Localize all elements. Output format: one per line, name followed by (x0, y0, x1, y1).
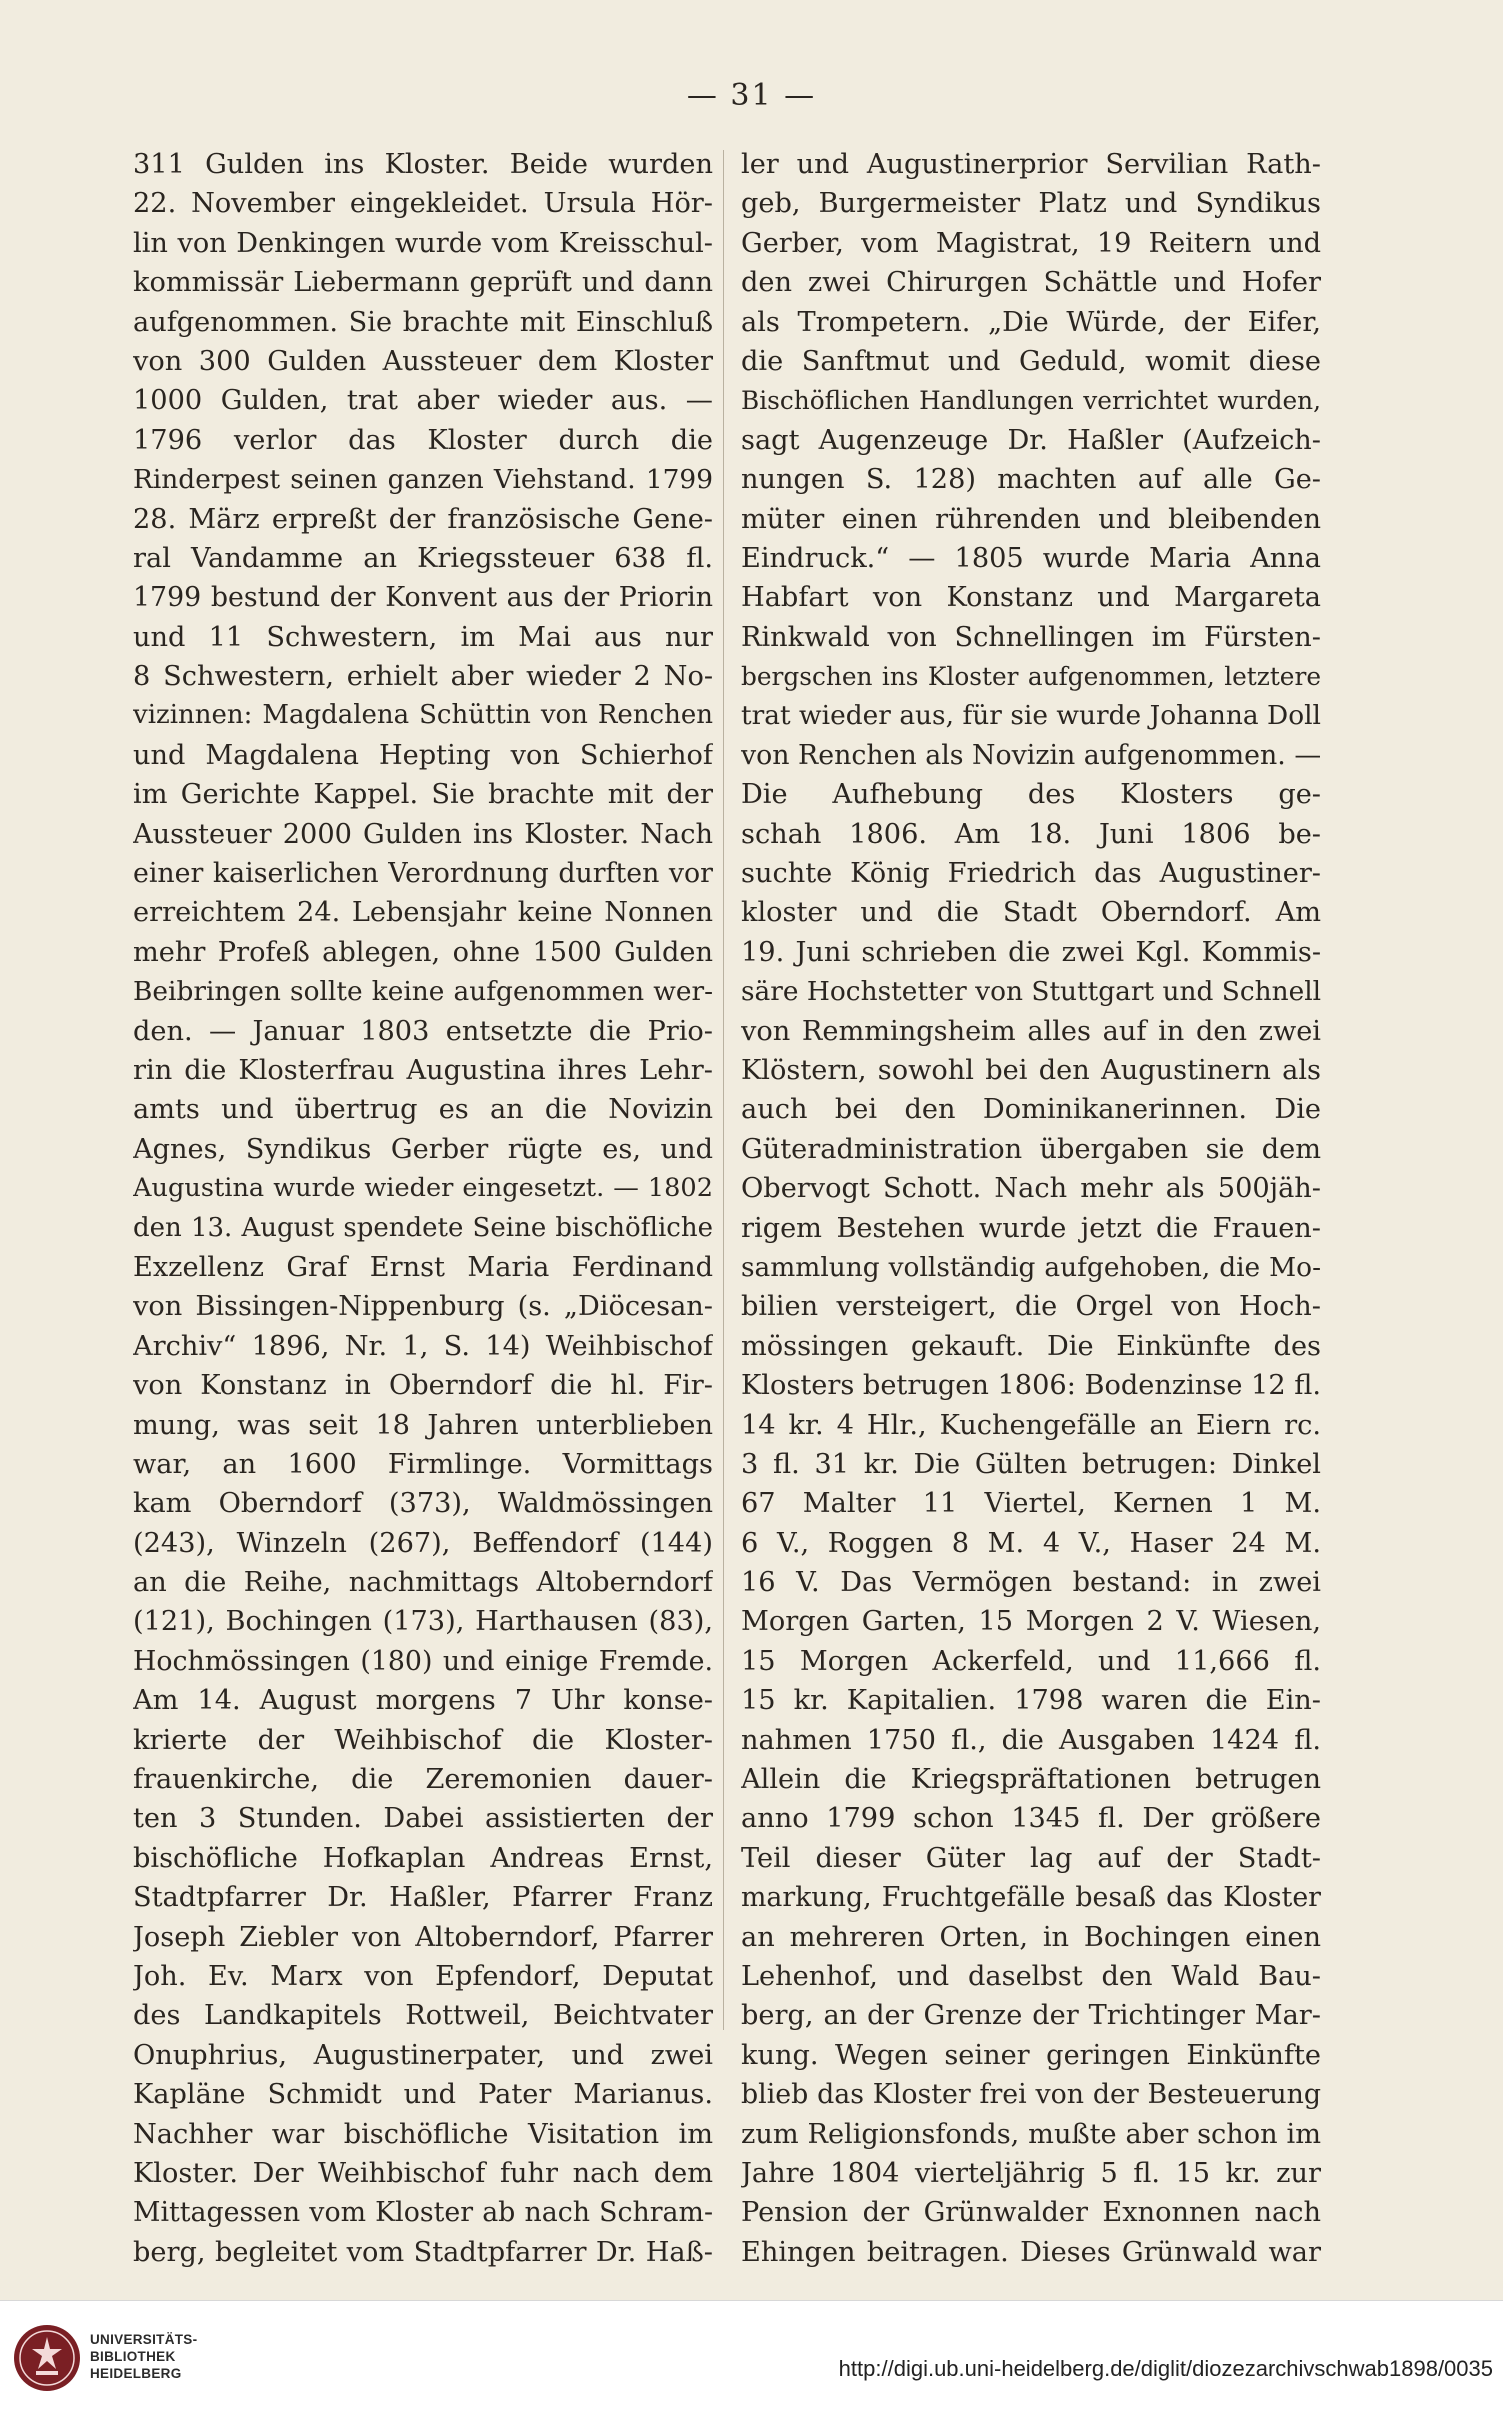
text-line: bischöfliche Hofkaplan Andreas Ernst, (133, 1842, 713, 1874)
text-line: (121), Bochingen (173), Harthausen (83), (133, 1606, 713, 1638)
text-line: zum Religionsfonds, mußte aber schon im (741, 2118, 1321, 2150)
text-line: vizinnen: Magdalena Schüttin von Renchen (133, 700, 713, 731)
text-line: 14 kr. 4 Hlr., Kuchengefälle an Eiern rc. (741, 1409, 1321, 1441)
text-line: Exzellenz Graf Ernst Maria Ferdinand (133, 1251, 713, 1283)
text-line: 19. Juni schrieben die zwei Kgl. Kommis- (741, 936, 1321, 968)
column-divider (723, 150, 724, 2030)
text-line: (243), Winzeln (267), Beffendorf (144) (133, 1527, 713, 1559)
text-line: 311 Gulden ins Kloster. Beide wurden (133, 149, 713, 180)
text-line: Mittagessen vom Kloster ab nach Schram- (133, 2197, 713, 2229)
text-line: und 11 Schwestern, im Mai aus nur (133, 621, 713, 653)
text-line: Onuphrius, Augustinerpater, und zwei (133, 2039, 713, 2071)
text-line: anno 1799 schon 1345 fl. Der größere (741, 1803, 1321, 1835)
text-line: Allein die Kriegspräftationen betrugen (741, 1764, 1321, 1796)
text-line: Eindruck.“ — 1805 wurde Maria Anna (741, 542, 1321, 574)
text-line: berg, begleitet vom Stadtpfarrer Dr. Haß- (133, 2236, 713, 2268)
text-line: kam Oberndorf (373), Waldmössingen (133, 1488, 713, 1520)
text-line: Morgen Garten, 15 Morgen 2 V. Wiesen, (741, 1606, 1321, 1638)
text-line: 1799 bestund der Konvent aus der Priorin (133, 582, 713, 614)
text-line: einer kaiserlichen Verordnung durften vor (133, 858, 713, 890)
text-line: auch bei den Dominikanerinnen. Die (741, 1094, 1321, 1126)
text-line: blieb das Kloster frei von der Besteuerung (741, 2079, 1321, 2111)
institution-line: BIBLIOTHEK (90, 2349, 176, 2364)
text-line: mössingen gekauft. Die Einkünfte des (741, 1330, 1321, 1362)
text-line: markung, Fruchtgefälle besaß das Kloster (741, 1882, 1321, 1914)
text-line: Am 14. August morgens 7 Uhr konse- (133, 1685, 713, 1717)
text-line: aufgenommen. Sie brachte mit Einschluß (133, 306, 713, 338)
university-seal-icon (12, 2323, 82, 2393)
text-line: säre Hochstetter von Stuttgart und Schnell (741, 976, 1321, 1008)
text-line: amts und übertrug es an die Novizin (133, 1094, 713, 1126)
text-line: 15 Morgen Ackerfeld, und 11,666 fl. (741, 1645, 1321, 1677)
text-line: von Remmingsheim alles auf in den zwei (741, 1015, 1321, 1047)
source-url-link[interactable]: http://digi.ub.uni-heidelberg.de/diglit/diozezarchivschwab1898/0035 (838, 2356, 1493, 2381)
text-line: kommissär Liebermann geprüft und dann (133, 267, 713, 299)
text-line: Lehenhof, und daselbst den Wald Bau- (741, 1960, 1321, 1992)
text-line: trat wieder aus, für sie wurde Johanna Doll (741, 700, 1321, 732)
right-text-column (741, 145, 1321, 2272)
institution-line: HEIDELBERG (90, 2366, 182, 2381)
text-line: Beibringen sollte keine aufgenommen wer- (133, 976, 713, 1008)
text-line: Archiv“ 1896, Nr. 1, S. 14) Weihbischof (133, 1330, 713, 1362)
text-line: schah 1806. Am 18. Juni 1806 be- (741, 818, 1321, 850)
text-line: sammlung vollständig aufgehoben, die Mo- (741, 1251, 1321, 1283)
text-line: mehr Profeß ablegen, ohne 1500 Gulden (133, 936, 713, 968)
text-line: war, an 1600 Firmlinge. Vormittags (133, 1448, 713, 1480)
text-line: Augustina wurde wieder eingesetzt. — 1802 (133, 1173, 713, 1204)
text-line: kloster und die Stadt Oberndorf. Am (741, 897, 1321, 929)
text-line: und Magdalena Hepting von Schierhof (133, 739, 713, 771)
text-line: Hochmössingen (180) und einige Fremde. (133, 1645, 713, 1677)
text-line: Joh. Ev. Marx von Epfendorf, Deputat (133, 1960, 713, 1992)
text-line: Klosters betrugen 1806: Bodenzinse 12 fl. (741, 1370, 1321, 1402)
text-line: von Renchen als Novizin aufgenommen. — (741, 739, 1321, 771)
text-line: im Gerichte Kappel. Sie brachte mit der (133, 779, 713, 811)
text-line: geb, Burgermeister Platz und Syndikus (741, 188, 1321, 220)
text-line: 28. März erpreßt der französische Gene- (133, 503, 713, 535)
text-line: den 13. August spendete Seine bischöfliche (133, 1212, 713, 1243)
text-line: ten 3 Stunden. Dabei assistierten der (133, 1803, 713, 1835)
text-line: Die Aufhebung des Klosters ge- (741, 779, 1321, 811)
text-line: Gerber, vom Magistrat, 19 Reitern und (741, 227, 1321, 259)
text-line: den. — Januar 1803 entsetzte die Prio- (133, 1015, 713, 1047)
text-line: Kloster. Der Weihbischof fuhr nach dem (133, 2157, 713, 2189)
text-line: 8 Schwestern, erhielt aber wieder 2 No- (133, 661, 713, 693)
text-line: an die Reihe, nachmittags Altoberndorf (133, 1567, 713, 1599)
text-line: Aussteuer 2000 Gulden ins Kloster. Nach (133, 818, 713, 850)
text-line: bergschen ins Kloster aufgenommen, letztere (741, 662, 1321, 692)
text-line: berg, an der Grenze der Trichtinger Mar- (741, 2000, 1321, 2032)
text-line: Ehingen beitragen. Dieses Grünwald war (741, 2236, 1321, 2268)
text-line: frauenkirche, die Zeremonien dauer- (133, 1764, 713, 1796)
left-text-column (133, 145, 713, 2272)
text-line: rin die Klosterfrau Augustina ihres Lehr- (133, 1054, 713, 1086)
text-line: Rinderpest seinen ganzen Viehstand. 1799 (133, 464, 713, 496)
text-line: ler und Augustinerprior Servilian Rath- (741, 149, 1321, 180)
text-line: suchte König Friedrich das Augustiner- (741, 858, 1321, 890)
text-line: Güteradministration übergaben sie dem (741, 1133, 1321, 1165)
text-line: des Landkapitels Rottweil, Beichtvater (133, 2000, 713, 2032)
text-line: Teil dieser Güter lag auf der Stadt- (741, 1842, 1321, 1874)
text-line: Obervogt Schott. Nach mehr als 500jäh- (741, 1173, 1321, 1205)
text-line: 67 Malter 11 Viertel, Kernen 1 M. (741, 1488, 1321, 1520)
text-line: an mehreren Orten, in Bochingen einen (741, 1921, 1321, 1953)
text-line: mung, was seit 18 Jahren unterblieben (133, 1409, 713, 1441)
text-line: nungen S. 128) machten auf alle Ge- (741, 464, 1321, 496)
text-line: 15 kr. Kapitalien. 1798 waren die Ein- (741, 1685, 1321, 1717)
text-line: erreichtem 24. Lebensjahr keine Nonnen (133, 897, 713, 929)
text-line: als Trompetern. „Die Würde, der Eifer, (741, 306, 1321, 338)
text-line: von 300 Gulden Aussteuer dem Kloster (133, 345, 713, 377)
text-line: Pension der Grünwalder Exnonnen nach (741, 2197, 1321, 2229)
institution-name (90, 2331, 197, 2382)
text-line: Joseph Ziebler von Altoberndorf, Pfarrer (133, 1921, 713, 1953)
text-line: 6 V., Roggen 8 M. 4 V., Haser 24 M. (741, 1527, 1321, 1559)
text-line: Jahre 1804 vierteljährig 5 fl. 15 kr. zur (741, 2157, 1321, 2189)
text-line: Rinkwald von Schnellingen im Fürsten- (741, 621, 1321, 653)
text-line: von Bissingen-Nippenburg (s. „Diöcesan- (133, 1291, 713, 1323)
text-line: den zwei Chirurgen Schättle und Hofer (741, 267, 1321, 299)
text-line: Habfart von Konstanz und Margareta (741, 582, 1321, 614)
text-line: die Sanftmut und Geduld, womit diese (741, 345, 1321, 377)
text-line: 3 fl. 31 kr. Die Gülten betrugen: Dinkel (741, 1448, 1321, 1480)
text-line: bilien versteigert, die Orgel von Hoch- (741, 1291, 1321, 1323)
text-line: von Konstanz in Oberndorf die hl. Fir- (133, 1370, 713, 1402)
page-number: — 31 — (686, 78, 817, 113)
text-line: Kapläne Schmidt und Pater Marianus. (133, 2079, 713, 2111)
institution-line: UNIVERSITÄTS- (90, 2332, 198, 2347)
text-line: Agnes, Syndikus Gerber rügte es, und (133, 1133, 713, 1165)
text-line: müter einen rührenden und bleibenden (741, 503, 1321, 535)
text-line: Stadtpfarrer Dr. Haßler, Pfarrer Franz (133, 1882, 713, 1914)
text-line: rigem Bestehen wurde jetzt die Frauen- (741, 1212, 1321, 1244)
text-line: 1796 verlor das Kloster durch die (133, 424, 713, 456)
text-line: ral Vandamme an Kriegssteuer 638 fl. (133, 542, 713, 574)
text-line: Nachher war bischöfliche Visitation im (133, 2118, 713, 2150)
text-line: sagt Augenzeuge Dr. Haßler (Aufzeich- (741, 424, 1321, 456)
text-line: lin von Denkingen wurde vom Kreisschul- (133, 227, 713, 259)
text-line: Bischöflichen Handlungen verrichtet wurden, (741, 386, 1321, 416)
text-line: kung. Wegen seiner geringen Einkünfte (741, 2039, 1321, 2071)
text-line: Klöstern, sowohl bei den Augustinern als (741, 1054, 1321, 1086)
text-line: krierte der Weihbischof die Kloster- (133, 1724, 713, 1756)
library-footer (0, 2300, 1503, 2412)
text-line: nahmen 1750 fl., die Ausgaben 1424 fl. (741, 1724, 1321, 1756)
text-line: 16 V. Das Vermögen bestand: in zwei (741, 1567, 1321, 1599)
text-line: 22. November eingekleidet. Ursula Hör- (133, 188, 713, 220)
text-line: 1000 Gulden, trat aber wieder aus. — (133, 385, 713, 417)
